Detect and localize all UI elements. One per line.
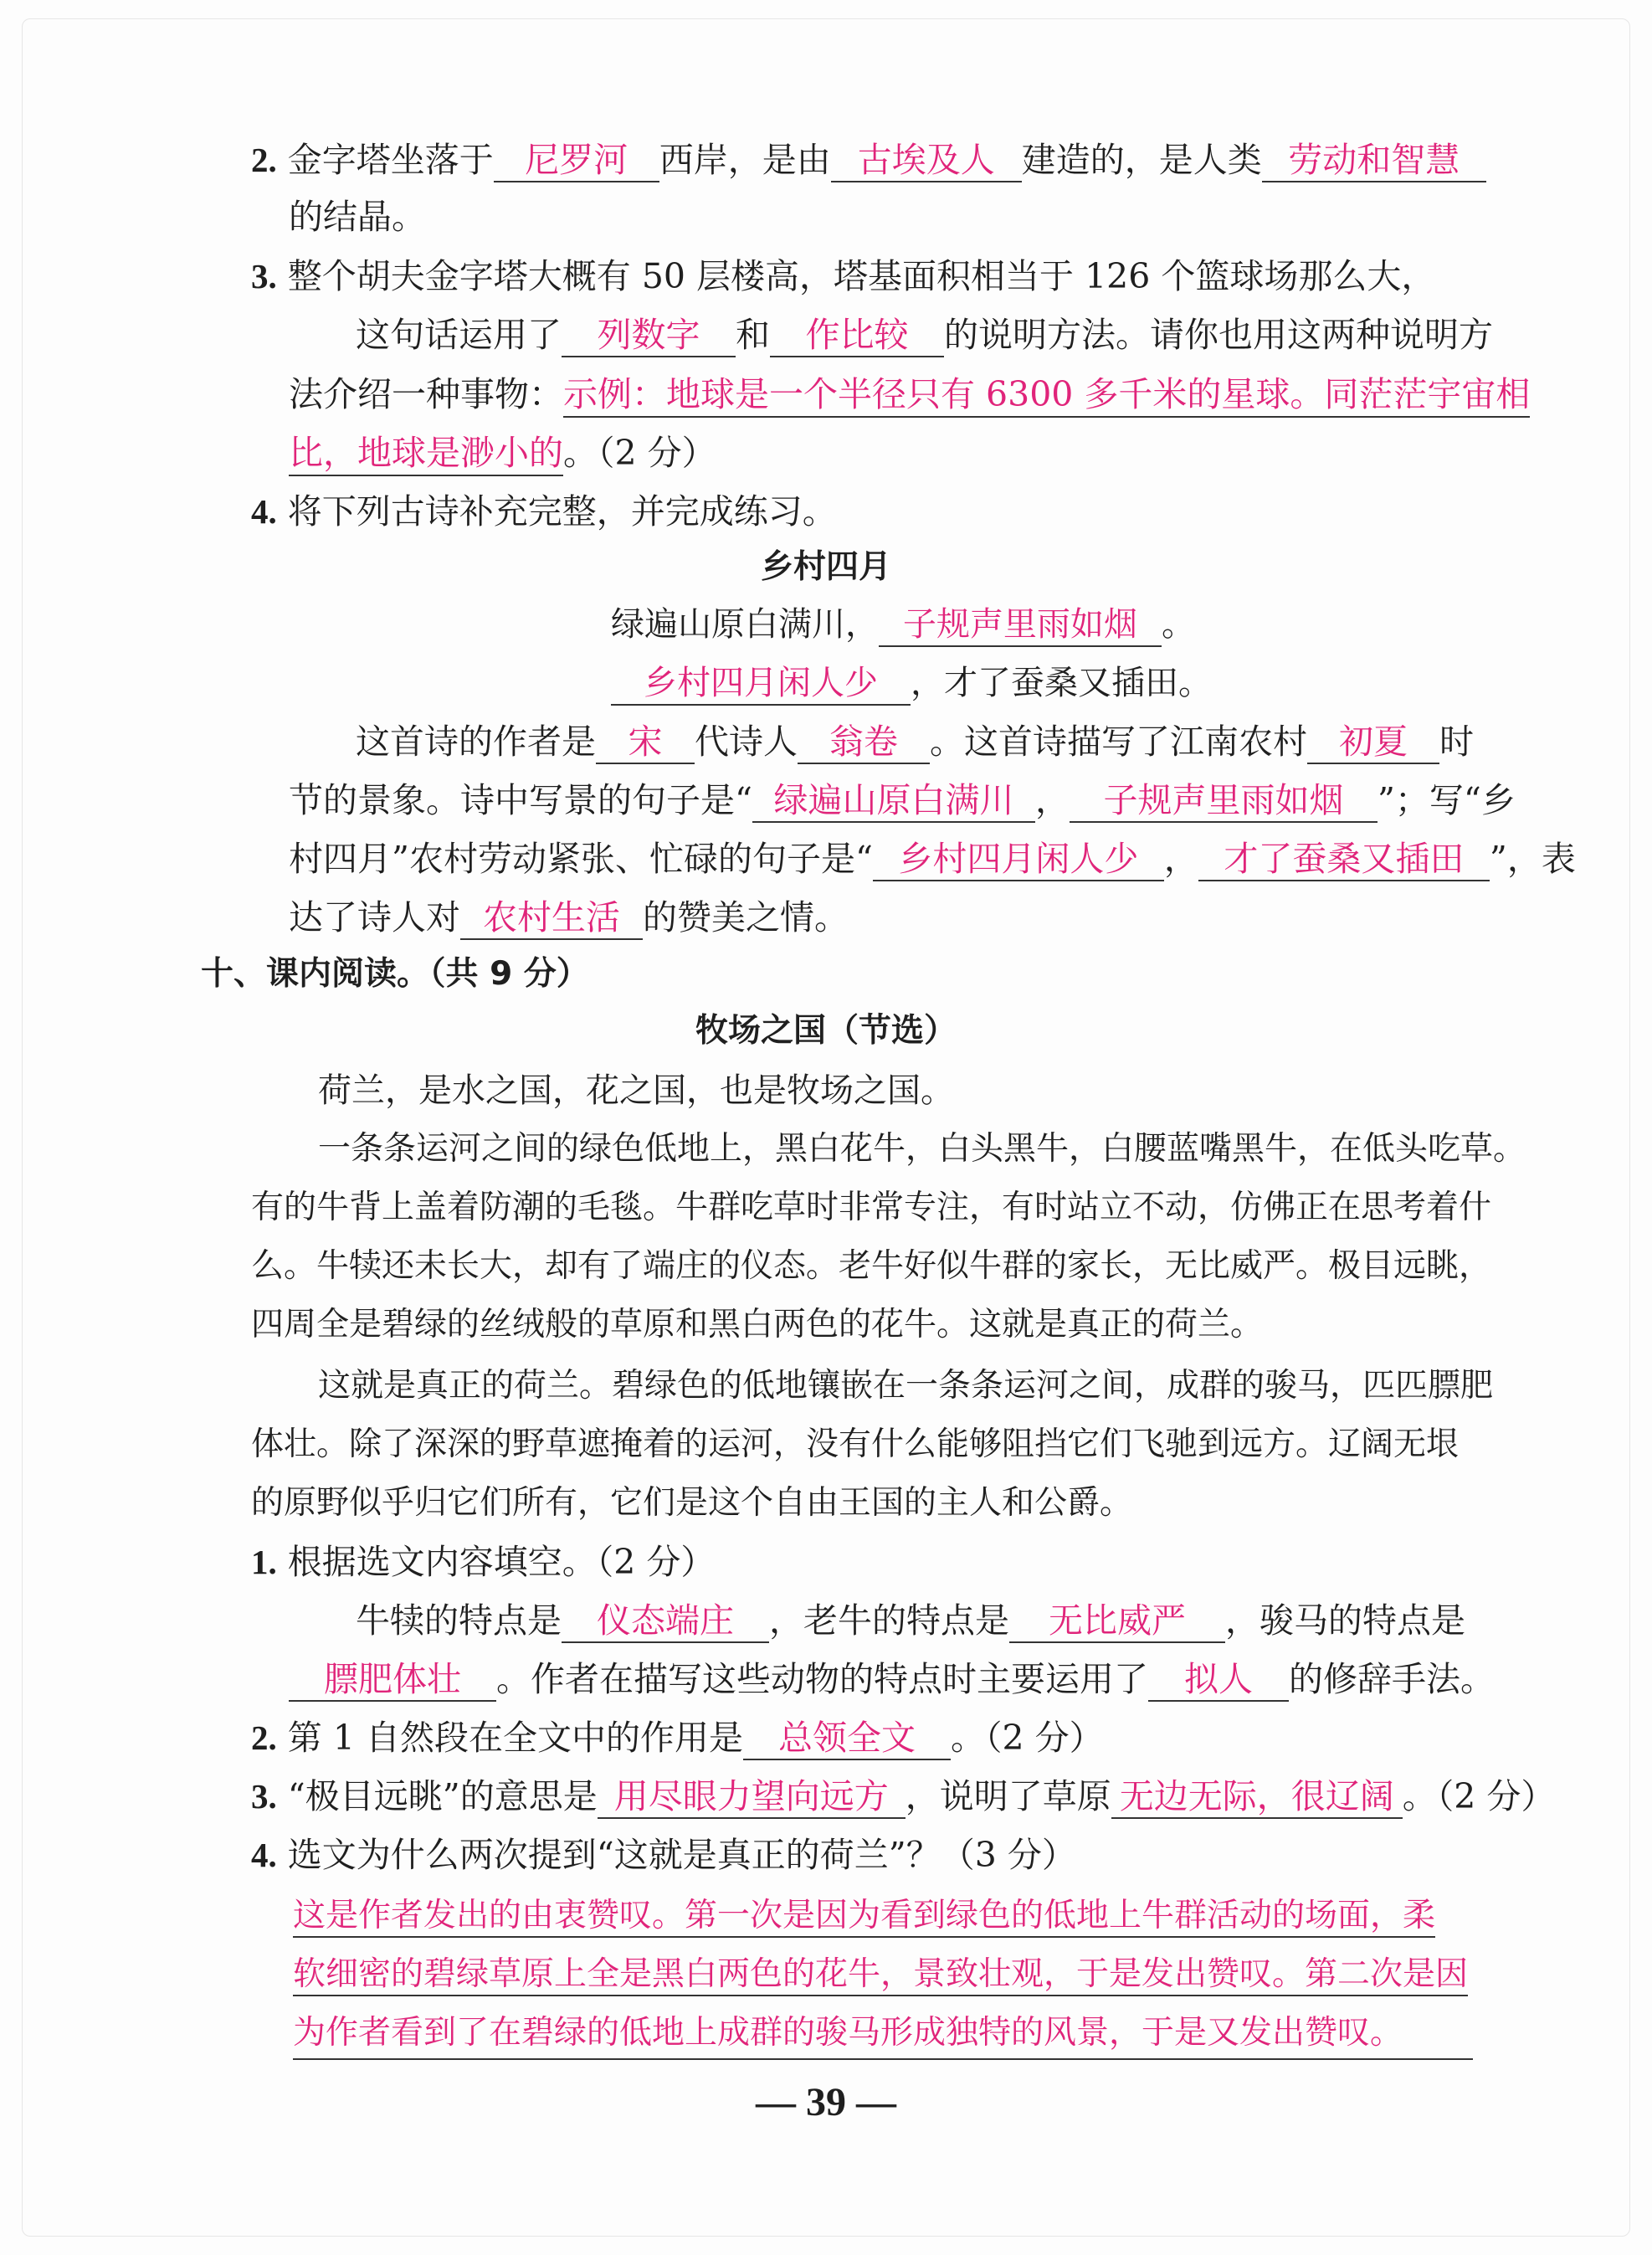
q4-answer-work1: 乡村四月闲人少 xyxy=(873,838,1164,881)
q4-s9: ， xyxy=(1163,839,1198,879)
r3-answer2: 无边无际，很辽阔 xyxy=(1111,1775,1403,1819)
r4-text: 选文为什么两次提到“这就是真正的荷兰”？（3 分） xyxy=(287,1835,1076,1875)
article-p2-line3: 么。牛犊还未长大，却有了端庄的仪态。老牛好似牛群的家长，无比威严。极目远眺， xyxy=(251,1247,1492,1285)
section10-heading: 十、课内阅读。（共 9 分） xyxy=(201,955,589,993)
q3-line3 xyxy=(289,371,1530,418)
q2-text2: 西岸，是由 xyxy=(659,140,831,180)
q2-answer3: 劳动和智慧 xyxy=(1262,139,1486,182)
r4-number: 4. xyxy=(251,1836,277,1874)
q3-answer1: 列数字 xyxy=(562,314,736,357)
q4-answer-dynasty: 宋 xyxy=(596,721,695,764)
q3-text2: 和 xyxy=(736,315,770,355)
q3-answer3-line2: 比，地球是渺小的 xyxy=(289,433,563,476)
q4-para-line2 xyxy=(289,777,1516,824)
poem-line1-text: 绿遍山原白满川， xyxy=(611,605,879,644)
q4-s3: 。这首诗描写了江南农村 xyxy=(930,722,1307,762)
q3-score: 。（2 分） xyxy=(563,433,716,473)
q4-s11: 达了诗人对 xyxy=(289,897,460,937)
q4-answer-work2: 才了蚕桑又插田 xyxy=(1198,838,1490,881)
q4-answer-season: 初夏 xyxy=(1307,721,1439,764)
r1-answer3: 膘肥体壮 xyxy=(289,1658,496,1702)
q2-number: 2. xyxy=(251,141,277,179)
q3-line1 xyxy=(251,253,1435,300)
q3-text1: 这句话运用了 xyxy=(356,315,562,355)
r4-line1 xyxy=(251,1831,1076,1878)
poem-answer1: 子规声里雨如烟 xyxy=(879,604,1162,647)
r1-t5: 的修辞手法。 xyxy=(1289,1659,1495,1699)
r1-t1: 牛犊的特点是 xyxy=(356,1600,562,1641)
poem-line1 xyxy=(611,601,1195,648)
q4-text: 将下列古诗补充完整，并完成练习。 xyxy=(287,491,837,532)
article-title: 牧场之国（节选） xyxy=(695,1012,957,1050)
article-p3-line2: 体壮。除了深深的野草遮掩着的运河，没有什么能够阻挡它们飞驰到远方。辽阔无垠 xyxy=(251,1425,1460,1463)
q2-answer1: 尼罗河 xyxy=(494,139,659,182)
r4-answer-l3: 为作者看到了在碧绿的低地上成群的骏马形成独特的风景，于是又发出赞叹。 xyxy=(293,2010,1473,2060)
r3-t3: 。（2 分） xyxy=(1402,1776,1556,1816)
article-p1: 荷兰，是水之国，花之国，也是牧场之国。 xyxy=(318,1071,954,1110)
q4-s1: 这首诗的作者是 xyxy=(356,722,596,762)
q4-s7: ”；写“乡 xyxy=(1377,780,1516,820)
q4-s8: 村四月”农村劳动紧张、忙碌的句子是“ xyxy=(289,839,873,879)
r1-line3 xyxy=(289,1656,1495,1703)
r1-answer1: 仪态端庄 xyxy=(562,1600,769,1643)
q4-line1 xyxy=(251,488,837,535)
q4-number: 4. xyxy=(251,492,277,531)
q2-line2: 的结晶。 xyxy=(289,197,426,237)
r1-line1 xyxy=(251,1538,715,1585)
r2-t1: 第 1 自然段在全文中的作用是 xyxy=(287,1718,743,1758)
r3-line xyxy=(251,1773,1555,1820)
q2-line1 xyxy=(251,136,1486,183)
q3-answer3-line1: 示例：地球是一个半径只有 6300 多千米的星球。同茫茫宇宙相 xyxy=(563,374,1530,418)
article-p3-line1: 这就是真正的荷兰。碧绿色的低地镶嵌在一条条运河之间，成群的骏马，匹匹膘肥 xyxy=(318,1367,1494,1405)
r2-answer1: 总领全文 xyxy=(743,1717,951,1760)
q4-s5: 节的景象。诗中写景的句子是“ xyxy=(289,780,752,820)
q2-text1: 金字塔坐落于 xyxy=(287,140,494,180)
r1-t4: 。作者在描写这些动物的特点时主要运用了 xyxy=(496,1659,1148,1699)
q4-s6: ， xyxy=(1034,780,1070,820)
q4-answer-life: 农村生活 xyxy=(460,896,643,940)
r1-answer2: 无比威严 xyxy=(1009,1600,1225,1643)
poem-answer2: 乡村四月闲人少 xyxy=(611,662,911,706)
article-p2-line4: 四周全是碧绿的丝绒般的草原和黑白两色的花牛。这就是真正的荷兰。 xyxy=(251,1306,1264,1343)
page-number: — 39 — xyxy=(756,2080,896,2124)
r3-t1: “极目远眺”的意思是 xyxy=(287,1776,598,1816)
q4-para-line3 xyxy=(289,835,1576,882)
r3-answer1: 用尽眼力望向远方 xyxy=(598,1775,906,1819)
poem-title: 乡村四月 xyxy=(760,548,891,586)
poem-line1-end: 。 xyxy=(1162,605,1195,644)
q3-text4: 法介绍一种事物： xyxy=(289,374,563,414)
r4-answer-line3 xyxy=(293,2010,1473,2060)
q4-para-line1 xyxy=(356,718,1474,765)
q4-s2: 代诗人 xyxy=(695,722,798,762)
q4-answer-poet: 翁卷 xyxy=(798,721,930,764)
poem-line2 xyxy=(611,660,1212,706)
r1-line2 xyxy=(356,1597,1465,1644)
poem-line2-text: ，才了蚕桑又插田。 xyxy=(911,664,1212,702)
q4-answer-scene1: 绿遍山原白满川 xyxy=(752,779,1035,823)
r1-text: 根据选文内容填空。（2 分） xyxy=(287,1542,716,1582)
r1-t3: ，骏马的特点是 xyxy=(1225,1600,1465,1641)
r1-answer4: 拟人 xyxy=(1148,1658,1289,1702)
q3-line2 xyxy=(356,311,1493,358)
q2-text3: 建造的，是人类 xyxy=(1021,140,1262,180)
r4-answer-l1: 这是作者发出的由衷赞叹。第一次是因为看到绿色的低地上牛群活动的场面，柔 xyxy=(293,1897,1435,1938)
r2-t2: 。（2 分） xyxy=(950,1718,1104,1758)
q4-para-line4 xyxy=(289,894,849,941)
q3-line4 xyxy=(289,429,716,476)
r4-answer-line2 xyxy=(293,1951,1468,1998)
r1-number: 1. xyxy=(251,1543,277,1581)
article-p2-line2: 有的牛背上盖着防潮的毛毯。牛群吃草时非常专注，有时站立不动，仿佛正在思考着什 xyxy=(251,1189,1492,1226)
r2-number: 2. xyxy=(251,1718,277,1757)
q3-sentence: 整个胡夫金字塔大概有 50 层楼高，塔基面积相当于 126 个篮球场那么大， xyxy=(287,256,1436,296)
q2-answer2: 古埃及人 xyxy=(831,139,1022,182)
r4-answer-line1 xyxy=(293,1893,1435,1939)
q4-s12: 的赞美之情。 xyxy=(643,897,849,937)
q3-number: 3. xyxy=(251,257,277,295)
q4-s10: ”，表 xyxy=(1489,839,1576,879)
r2-line xyxy=(251,1714,1104,1761)
article-p3-line3: 的原野似乎归它们所有，它们是这个自由王国的主人和公爵。 xyxy=(251,1484,1133,1522)
q3-answer2: 作比较 xyxy=(770,314,944,357)
q4-answer-scene2: 子规声里雨如烟 xyxy=(1070,779,1378,823)
r4-answer-l2: 软细密的碧绿草原上全是黑白两色的花牛，景致壮观，于是发出赞叹。第二次是因 xyxy=(293,1955,1468,1996)
q3-text3: 的说明方法。请你也用这两种说明方 xyxy=(944,315,1493,355)
r3-t2: ，说明了草原 xyxy=(905,1776,1111,1816)
article-p2-line1: 一条条运河之间的绿色低地上，黑白花牛，白头黑牛，白腰蓝嘴黑牛，在低头吃草。 xyxy=(318,1130,1526,1168)
r3-number: 3. xyxy=(251,1777,277,1816)
r1-t2: ，老牛的特点是 xyxy=(769,1600,1009,1641)
q4-s4: 时 xyxy=(1439,722,1474,762)
